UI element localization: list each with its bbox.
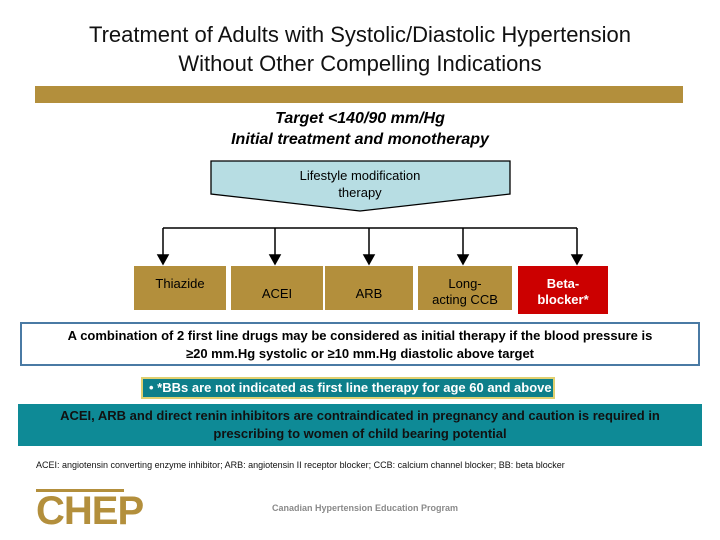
organization-name: Canadian Hypertension Education Program [272, 503, 459, 513]
chep-logo: CHEP [36, 489, 144, 533]
lifestyle-line-2: therapy [338, 185, 382, 200]
contraindication-line-1: ACEI, ARB and direct renin inhibitors are contraindicated in pregnancy and caution is required in [60, 408, 660, 423]
drug-label-ccb [418, 266, 512, 318]
connector-arrows [158, 228, 582, 264]
contraindication-note-box [18, 404, 702, 446]
drug-beta-line-2: blocker* [537, 292, 589, 307]
drug-arb-text: ARB [355, 286, 383, 301]
contraindication-line-2: prescribing to women of child bearing potential [213, 426, 507, 441]
combination-note-line-1: A combination of 2 first line drugs may be considered as initial therapy if the blood pressure is [67, 328, 653, 343]
title-line-2: Without Other Compelling Indications [178, 51, 542, 76]
beta-blocker-note: • *BBs are not indicated as first line therapy for age 60 and above [141, 377, 555, 399]
drug-label-acei [231, 266, 323, 322]
abbreviations-footnote: ACEI: angiotensin converting enzyme inhibitor; ARB: angiotensin II receptor blocker; CCB: calcium channel blocker; BB: beta blocker [36, 460, 565, 470]
target-line-2: Initial treatment and monotherapy [231, 131, 489, 148]
target-line-1: Target <140/90 mm/Hg [275, 110, 445, 127]
combination-note-line-2: ≥20 mm.Hg systolic or ≥10 mm.Hg diastolic above target [185, 346, 535, 361]
drug-label-thiazide [134, 276, 226, 306]
lifestyle-line-1: Lifestyle modification [299, 168, 421, 183]
drug-beta-line-1: Beta- [546, 276, 580, 291]
drug-thiazide-text: Thiazide [155, 276, 205, 291]
lifestyle-label [210, 167, 510, 201]
drug-label-beta-blocker [518, 266, 608, 318]
combination-note-box [20, 322, 700, 366]
drug-ccb-line-2: acting CCB [432, 292, 498, 307]
title-line-1: Treatment of Adults with Systolic/Diastolic Hypertension [88, 22, 632, 47]
drug-ccb-line-1: Long- [448, 276, 482, 291]
drug-acei-text: ACEI [261, 286, 293, 301]
drug-label-arb [325, 266, 413, 322]
